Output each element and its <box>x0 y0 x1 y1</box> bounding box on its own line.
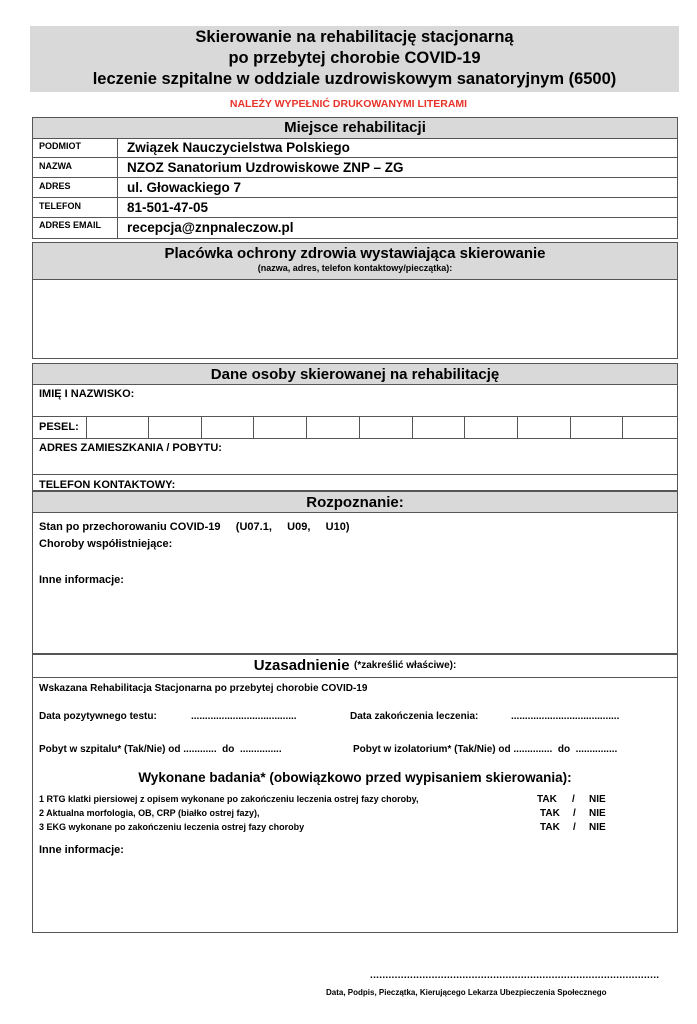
justification-other-info-field[interactable] <box>39 860 671 928</box>
pesel-field[interactable] <box>33 416 677 438</box>
name-value: NZOZ Sanatorium Uzdrowiskowe ZNP – ZG <box>127 160 404 175</box>
treatment-end-label: Data zakończenia leczenia: <box>350 711 479 722</box>
facility-subtitle: (nazwa, adres, telefon kontaktowy/pieczątka): <box>257 263 453 273</box>
indication-text: Wskazana Rehabilitacja Stacjonarna po przebytej chorobie COVID-19 <box>39 683 368 694</box>
pesel-digit-box[interactable] <box>86 416 138 438</box>
exam-item-ekg: 3 EKG wykonane po zakończeniu leczenia ostrej fazy choroby <box>39 822 305 832</box>
diagnosis-other-info-field[interactable] <box>39 590 671 650</box>
exam-rtg-no[interactable]: NIE <box>589 794 606 805</box>
patient-title: Dane osoby skierowanej na rehabilitację <box>33 364 677 384</box>
entity-label: PODMIOT <box>39 141 81 151</box>
diagnosis-section <box>32 491 678 654</box>
covid-condition-line: Stan po przechorowaniu COVID-19 (U07.1, U09, U10) <box>39 521 350 533</box>
exam-ekg-no[interactable]: NIE <box>589 822 606 833</box>
diagnosis-title: Rozpoznanie: <box>33 492 677 512</box>
form-title-line-1: Skierowanie na rehabilitację stacjonarną <box>195 28 514 46</box>
exam-rtg-sep: / <box>572 794 575 805</box>
rehab-place-section <box>32 117 678 239</box>
exam-morphology-sep: / <box>573 808 576 819</box>
pesel-digit-box[interactable] <box>464 416 517 438</box>
pesel-label: PESEL: <box>39 421 79 433</box>
isolation-stay-line[interactable]: Pobyt w izolatorium* (Tak/Nie) od .............. do ............... <box>353 744 618 755</box>
pesel-digit-box[interactable] <box>201 416 253 438</box>
address-label: ADRES <box>39 181 71 191</box>
full-name-label: IMIĘ I NAZWISKO: <box>39 388 135 400</box>
hospital-stay-line[interactable]: Pobyt w szpitalu* (Tak/Nie) od ............ do ............... <box>39 744 282 755</box>
facility-input-area[interactable] <box>37 283 673 355</box>
exams-title: Wykonane badania* (obowiązkowo przed wypisaniem skierowania): <box>138 770 572 785</box>
pesel-digit-box[interactable] <box>412 416 464 438</box>
justification-section <box>32 654 678 933</box>
contact-phone-label: TELEFON KONTAKTOWY: <box>39 479 176 491</box>
exam-ekg-sep: / <box>573 822 576 833</box>
phone-value: 81-501-47-05 <box>127 200 209 215</box>
contact-phone-field[interactable] <box>198 475 673 490</box>
pesel-digit-box[interactable] <box>306 416 359 438</box>
residence-address-label: ADRES ZAMIESZKANIA / POBYTU: <box>39 442 222 454</box>
pesel-digit-box[interactable] <box>517 416 570 438</box>
signature-label: Data, Podpis, Pieczątka, Kierującego Lekarza Ubezpieczenia Społecznego <box>326 988 607 997</box>
exam-morphology-yes[interactable]: TAK <box>540 808 560 819</box>
positive-test-field[interactable]: ...................................... <box>191 711 297 722</box>
exam-ekg-yes[interactable]: TAK <box>540 822 560 833</box>
email-label: ADRES EMAIL <box>39 220 102 230</box>
full-name-field[interactable] <box>148 386 673 414</box>
exam-morphology-no[interactable]: NIE <box>589 808 606 819</box>
diagnosis-other-info-label: Inne informacje: <box>39 574 124 586</box>
pesel-digit-box[interactable] <box>359 416 412 438</box>
exam-rtg-yes[interactable]: TAK <box>537 794 557 805</box>
rehab-place-title: Miejsce rehabilitacji <box>33 118 677 138</box>
address-value: ul. Głowackiego 7 <box>127 180 242 195</box>
pesel-digit-box[interactable] <box>253 416 306 438</box>
pesel-digit-box[interactable] <box>570 416 622 438</box>
justification-other-info-label: Inne informacje: <box>39 844 124 856</box>
pesel-digit-box[interactable] <box>148 416 201 438</box>
signature-line[interactable]: .............................................................................................. <box>370 970 660 981</box>
facility-header <box>33 243 677 279</box>
email-value: recepcja@znpnaleczow.pl <box>127 220 294 235</box>
entity-value: Związek Nauczycielstwa Polskiego <box>127 140 350 155</box>
comorbidities-label: Choroby współistniejące: <box>39 538 173 550</box>
form-title-line-2: po przebytej chorobie COVID-19 <box>228 49 481 67</box>
patient-section <box>32 363 678 491</box>
facility-section <box>32 242 678 359</box>
exam-item-rtg: 1 RTG klatki piersiowej z opisem wykonane po zakończeniu leczenia ostrej fazy choroby, <box>39 794 419 804</box>
residence-address-field[interactable] <box>253 440 673 474</box>
pesel-digit-box[interactable] <box>622 416 677 438</box>
block-letters-notice: NALEŻY WYPEŁNIĆ DRUKOWANYMI LITERAMI <box>229 98 468 110</box>
form-header <box>30 26 679 92</box>
justification-header <box>33 655 677 677</box>
facility-title: Placówka ochrony zdrowia wystawiająca skierowanie <box>164 245 546 262</box>
phone-label: TELEFON <box>39 201 81 211</box>
justification-title: Uzasadnienie <box>253 657 350 674</box>
form-title-line-3: leczenie szpitalne w oddziale uzdrowiskowym sanatoryjnym (6500) <box>92 70 617 88</box>
exam-item-morphology: 2 Aktualna morfologia, OB, CRP (białko ostrej fazy), <box>39 808 260 818</box>
treatment-end-field[interactable]: ....................................... <box>511 711 620 722</box>
justification-title-note: (*zakreślić właściwe): <box>354 660 457 671</box>
positive-test-label: Data pozytywnego testu: <box>39 711 157 722</box>
name-label: NAZWA <box>39 161 72 171</box>
